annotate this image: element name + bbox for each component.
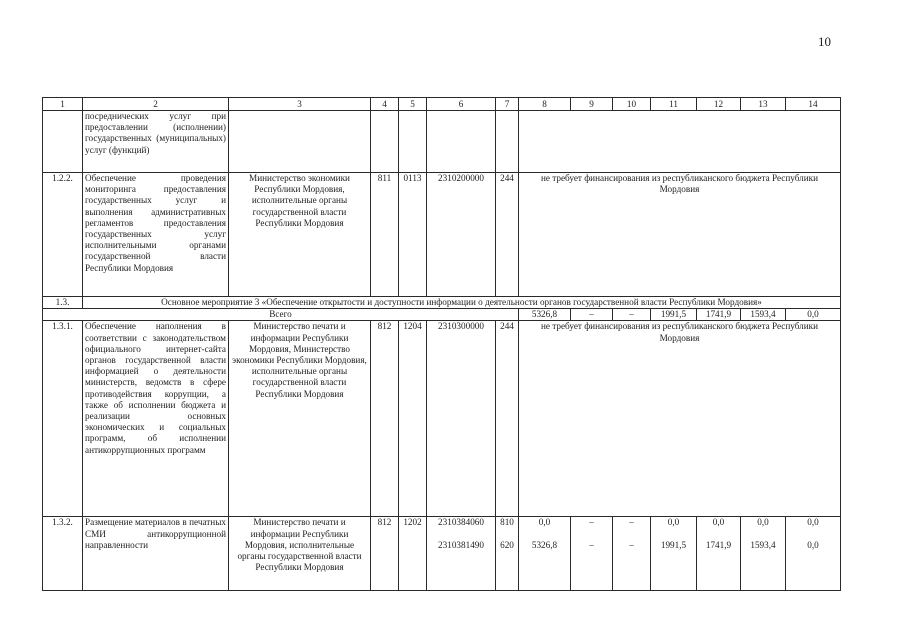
rzpr-cell: 1202 <box>399 517 427 591</box>
vr-value: 810 <box>500 517 514 528</box>
header-cell: 4 <box>371 98 399 111</box>
header-cell: 1 <box>43 98 83 111</box>
value: 1991,5 <box>660 539 687 550</box>
value: – <box>629 539 634 550</box>
value-cell <box>613 517 651 591</box>
value: 0,0 <box>538 517 551 528</box>
row-number-cell: 1.3. <box>43 297 83 309</box>
section-title-cell: Основное мероприятие 3 «Обеспечение открытости и доступности информации о деятельности органов государственной власти Республики Мордовия» <box>83 297 841 309</box>
value-cell <box>651 517 697 591</box>
value: 5326,8 <box>531 539 558 550</box>
table-row <box>43 517 841 591</box>
executor-cell: Министерство печати и информации Республики Мордовия, исполнительные органы государственной власти Республики Мордовия <box>229 517 371 591</box>
csr-cell <box>427 111 496 173</box>
table-header-row <box>43 98 841 111</box>
value-cell <box>741 517 786 591</box>
csr-cell: 2310300000 <box>427 321 496 517</box>
executor-cell <box>229 111 371 173</box>
table-row <box>43 173 841 297</box>
executor-cell: Министерство экономики Республики Мордовия, исполнительные органы государственной власти Республики Мордовия <box>229 173 371 297</box>
table-row <box>43 297 841 309</box>
funding-cell <box>519 111 841 173</box>
table-row <box>43 111 841 173</box>
value: – <box>589 517 594 528</box>
activity-name-cell: Обеспечение проведения мониторинга предоставления государственных услуг и выполнения административных регламентов предоставления государственных услуг исполнительными органами государственной власти Республики Мордовия <box>83 173 229 297</box>
grbs-cell: 812 <box>371 321 399 517</box>
value: 1741,9 <box>705 539 732 550</box>
value-cell: – <box>613 309 651 321</box>
vr-value: 620 <box>500 539 514 550</box>
value: 0,0 <box>757 517 769 528</box>
row-number-cell <box>43 111 83 173</box>
value: 0,0 <box>807 539 819 550</box>
csr-cell: 2310200000 <box>427 173 496 297</box>
csr-cell <box>427 517 496 591</box>
vr-cell: 244 <box>496 321 519 517</box>
page-number: 10 <box>818 34 831 49</box>
funding-note-cell: не требует финансирования из республиканского бюджета Республики Мордовия <box>519 321 841 517</box>
header-cell: 6 <box>427 98 496 111</box>
header-cell: 10 <box>613 98 651 111</box>
value-cell <box>786 517 841 591</box>
header-cell: 11 <box>651 98 697 111</box>
rzpr-cell: 1204 <box>399 321 427 517</box>
grbs-cell: 812 <box>371 517 399 591</box>
vr-cell <box>496 111 519 173</box>
row-number-cell: 1.2.2. <box>43 173 83 297</box>
rzpr-cell: 0113 <box>399 173 427 297</box>
value-cell: 0,0 <box>786 309 841 321</box>
header-cell: 14 <box>786 98 841 111</box>
activity-name-cell: Размещение материалов в печатных СМИ антикоррупционной направленности <box>83 517 229 591</box>
table-row <box>43 309 841 321</box>
grbs-cell <box>371 111 399 173</box>
value-cell: 1991,5 <box>651 309 697 321</box>
csr-value: 2310381490 <box>438 539 484 550</box>
budget-table <box>42 97 841 591</box>
value-cell: – <box>571 309 613 321</box>
header-cell: 2 <box>83 98 229 111</box>
vr-cell: 244 <box>496 173 519 297</box>
value-cell: 1593,4 <box>741 309 786 321</box>
value: 1593,4 <box>750 539 776 550</box>
executor-cell: Министерство печати и информации Республики Мордовия, Министерство экономики Республики Мордовия, исполнительные органы государственной власти Республики Мордовия <box>229 321 371 517</box>
total-label-cell: Всего <box>43 309 519 321</box>
header-cell: 3 <box>229 98 371 111</box>
csr-value: 2310384060 <box>438 517 484 528</box>
activity-name-cell: посреднических услуг при предоставлении (исполнении) государственных (муниципальных) услуг (функций) <box>83 111 229 173</box>
value-cell: 1741,9 <box>697 309 741 321</box>
activity-name-cell: Обеспечение наполнения в соответствии с законодательством официального интернет-сайта органов государственной власти информацией о деятельности министерств, ведомств в сфере противодействия коррупции, а также об исполнении бюджета и реализации основных экономических и социальных программ, об исполнении антикоррупционных программ <box>83 321 229 517</box>
value-cell <box>697 517 741 591</box>
rzpr-cell <box>399 111 427 173</box>
value-cell: 5326,8 <box>519 309 571 321</box>
row-number-cell: 1.3.2. <box>43 517 83 591</box>
header-cell: 13 <box>741 98 786 111</box>
header-cell: 7 <box>496 98 519 111</box>
value-cell <box>519 517 571 591</box>
vr-cell <box>496 517 519 591</box>
header-cell: 9 <box>571 98 613 111</box>
value: 0,0 <box>667 517 680 528</box>
row-number-cell: 1.3.1. <box>43 321 83 517</box>
value: 0,0 <box>712 517 725 528</box>
value: – <box>589 539 594 550</box>
grbs-cell: 811 <box>371 173 399 297</box>
value: 0,0 <box>807 517 819 528</box>
header-cell: 8 <box>519 98 571 111</box>
value: – <box>629 517 634 528</box>
header-cell: 5 <box>399 98 427 111</box>
value-cell <box>571 517 613 591</box>
funding-note-cell: не требует финансирования из республиканского бюджета Республики Мордовия <box>519 173 841 297</box>
table-row <box>43 321 841 517</box>
header-cell: 12 <box>697 98 741 111</box>
